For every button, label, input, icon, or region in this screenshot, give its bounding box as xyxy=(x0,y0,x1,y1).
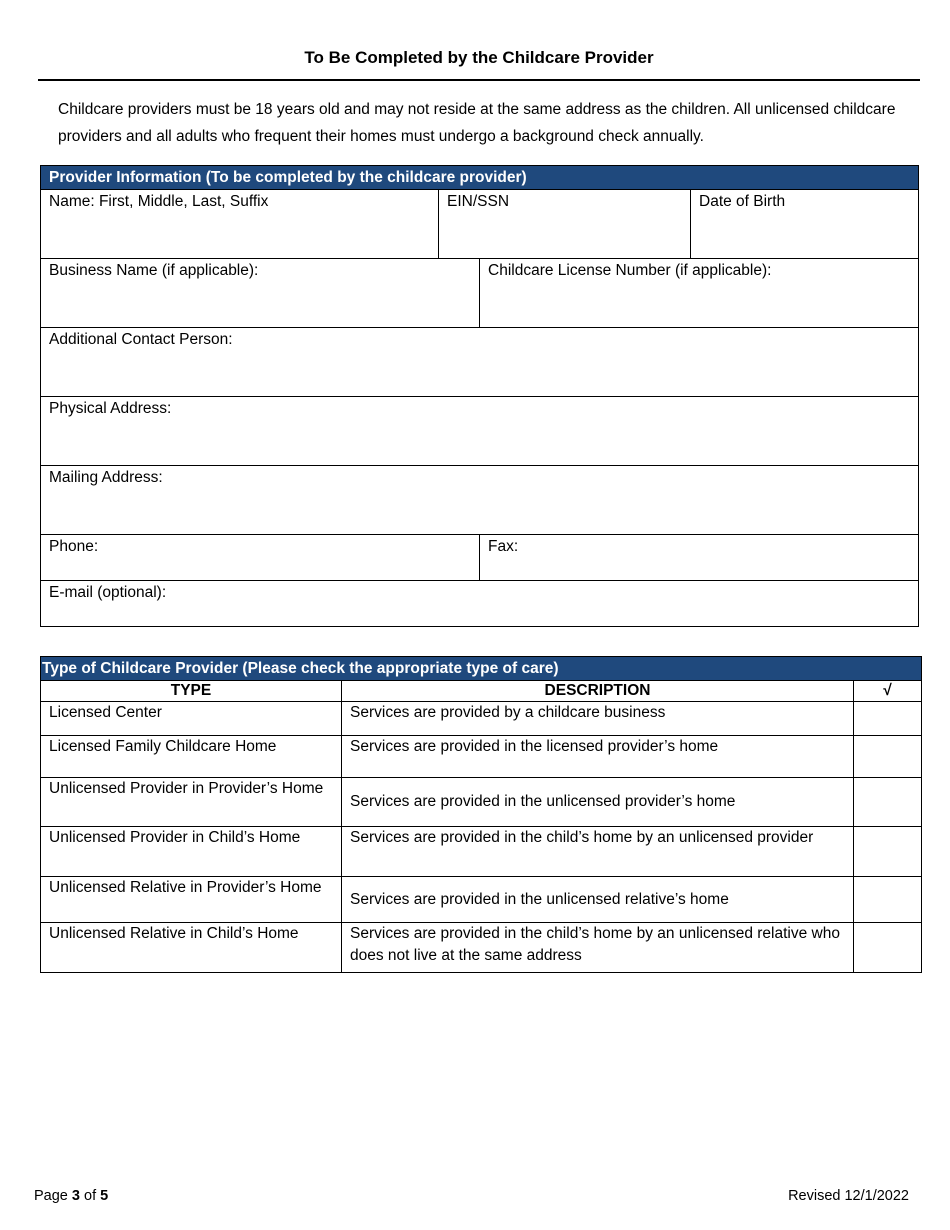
page-title: To Be Completed by the Childcare Provider xyxy=(304,48,654,67)
provider-type-heading: Type of Childcare Provider (Please check the appropriate type of care) xyxy=(41,657,922,681)
provider-info-heading: Provider Information (To be completed by the childcare provider) xyxy=(41,166,919,190)
name-label: Name: First, Middle, Last, Suffix xyxy=(49,193,269,210)
fax-field[interactable] xyxy=(480,535,919,581)
description-cell: Services are provided in the child’s home by an unlicensed provider xyxy=(342,827,854,877)
email-field[interactable] xyxy=(41,581,919,627)
check-column-header: √ xyxy=(854,681,922,702)
physical-address-label: Physical Address: xyxy=(49,400,172,417)
description-cell: Services are provided in the child’s home by an unlicensed relative who does not live at the same address xyxy=(342,923,854,973)
fax-label: Fax: xyxy=(488,538,519,555)
ein-ssn-label: EIN/SSN xyxy=(447,193,510,210)
description-column-header: DESCRIPTION xyxy=(342,681,854,702)
description-cell: Services are provided in the unlicensed provider’s home xyxy=(342,778,854,827)
phone-label: Phone: xyxy=(49,538,99,555)
type-cell: Licensed Family Childcare Home xyxy=(41,736,342,778)
page-current: 3 xyxy=(71,1188,80,1204)
type-cell: Unlicensed Relative in Provider’s Home xyxy=(41,877,342,923)
additional-contact-field[interactable] xyxy=(41,328,919,397)
table-row xyxy=(41,702,922,736)
type-cell: Unlicensed Relative in Child’s Home xyxy=(41,923,342,973)
name-field[interactable] xyxy=(41,190,439,259)
description-cell: Services are provided in the licensed provider’s home xyxy=(342,736,854,778)
type-cell: Unlicensed Provider in Child’s Home xyxy=(41,827,342,877)
page-word: Page xyxy=(34,1188,68,1204)
type-cell: Licensed Center xyxy=(41,702,342,736)
mailing-address-label: Mailing Address: xyxy=(49,469,163,486)
of-word: of xyxy=(84,1188,97,1204)
phone-field[interactable] xyxy=(41,535,480,581)
page-number xyxy=(34,1188,108,1204)
mailing-address-field[interactable] xyxy=(41,466,919,535)
check-box-unlicensed-provider-childs-home[interactable] xyxy=(854,827,922,877)
description-cell: Services are provided in the unlicensed relative’s home xyxy=(342,877,854,923)
check-box-unlicensed-relative-providers-home[interactable] xyxy=(854,877,922,923)
type-cell: Unlicensed Provider in Provider’s Home xyxy=(41,778,342,827)
table-row xyxy=(41,736,922,778)
table-row xyxy=(41,877,922,923)
type-column-header: TYPE xyxy=(41,681,342,702)
page-total: 5 xyxy=(100,1188,109,1204)
physical-address-field[interactable] xyxy=(41,397,919,466)
date-of-birth-label: Date of Birth xyxy=(699,193,786,210)
provider-information-table xyxy=(40,165,919,627)
check-box-unlicensed-provider-providers-home[interactable] xyxy=(854,778,922,827)
table-row xyxy=(41,923,922,973)
provider-type-table xyxy=(40,656,922,973)
email-label: E-mail (optional): xyxy=(49,584,167,601)
ein-ssn-field[interactable] xyxy=(439,190,691,259)
intro-paragraph: Childcare providers must be 18 years old and may not reside at the same address as the children. All unlicensed childcare providers and all adults who frequent their homes must undergo a background check annually. xyxy=(58,101,896,145)
license-number-field[interactable] xyxy=(480,259,919,328)
license-number-label: Childcare License Number (if applicable): xyxy=(488,262,772,279)
check-box-unlicensed-relative-childs-home[interactable] xyxy=(854,923,922,973)
table-row xyxy=(41,827,922,877)
check-box-licensed-family-home[interactable] xyxy=(854,736,922,778)
description-cell: Services are provided by a childcare business xyxy=(342,702,854,736)
date-of-birth-field[interactable] xyxy=(691,190,919,259)
business-name-label: Business Name (if applicable): xyxy=(49,262,259,279)
table-row xyxy=(41,778,922,827)
title-divider xyxy=(38,79,920,81)
revision-date: Revised 12/1/2022 xyxy=(788,1188,909,1204)
business-name-field[interactable] xyxy=(41,259,480,328)
additional-contact-label: Additional Contact Person: xyxy=(49,331,233,348)
check-box-licensed-center[interactable] xyxy=(854,702,922,736)
